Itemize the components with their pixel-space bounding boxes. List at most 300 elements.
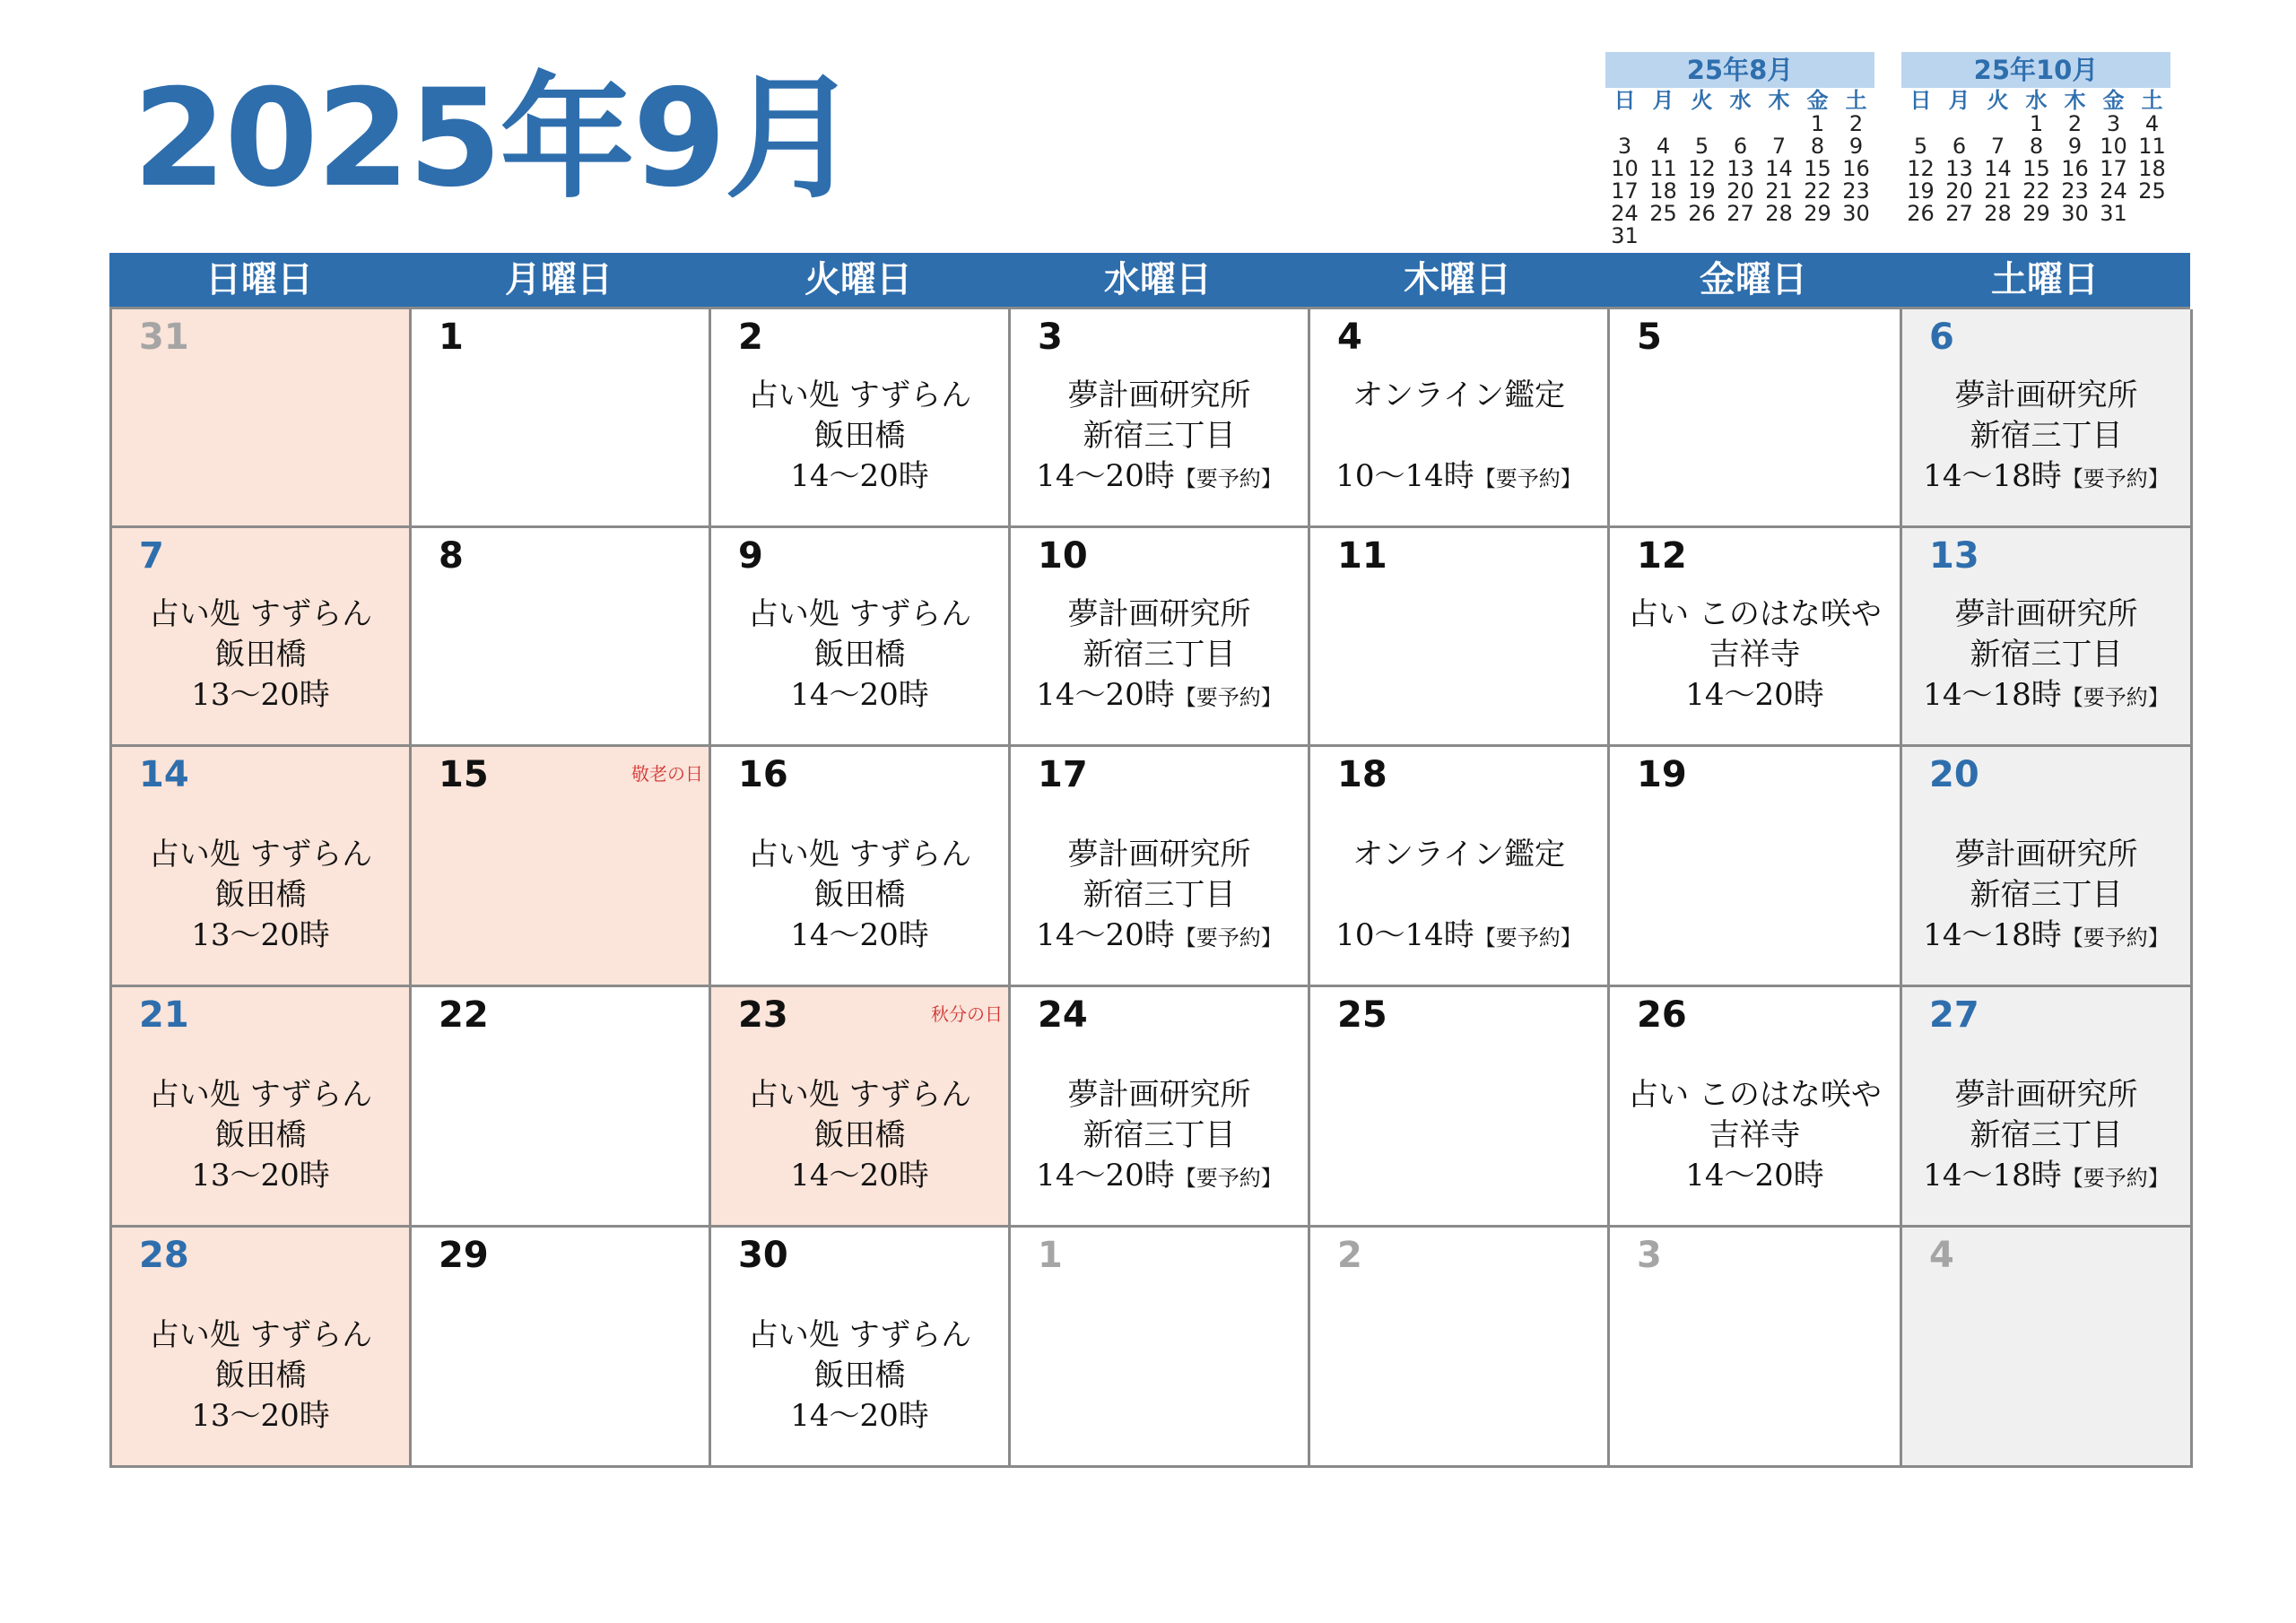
event-line: [711, 875, 1008, 916]
weekday-header: [109, 253, 2190, 307]
event-line: [1902, 456, 2190, 499]
mini-calendar-title: 25年10月: [1901, 52, 2170, 88]
mini-weekday: 月: [1652, 88, 1674, 113]
reservation-note: 【要予約】: [1474, 925, 1582, 950]
event-line: [1011, 835, 1308, 875]
event-text: 吉祥寺: [1709, 637, 1801, 673]
day-number: 30: [738, 1235, 788, 1276]
mini-day: 24: [1611, 201, 1639, 226]
day-number: 2: [738, 317, 763, 358]
event-line: [711, 376, 1008, 416]
day-cell[interactable]: [711, 987, 1011, 1228]
reservation-note: 【要予約】: [2061, 925, 2170, 950]
mini-weekday: 木: [2064, 88, 2086, 113]
day-cell[interactable]: [1011, 528, 1310, 747]
reservation-note: 【要予約】: [1174, 925, 1283, 950]
event-text: 新宿三丁目: [1970, 1117, 2123, 1153]
mini-day: [1940, 113, 1979, 135]
mini-day: 3: [2106, 111, 2121, 136]
day-cell[interactable]: [412, 747, 711, 987]
day-cell[interactable]: [1011, 987, 1310, 1228]
day-cell[interactable]: [1610, 987, 1902, 1228]
event-block: [711, 1075, 1008, 1196]
event-block: [711, 835, 1008, 956]
event-line: [1011, 1115, 1308, 1156]
day-cell[interactable]: [711, 528, 1011, 747]
event-line: [1902, 675, 2190, 718]
event-text: 13〜20時: [191, 917, 330, 953]
event-text: 14〜20時: [1685, 677, 1824, 713]
event-text: オンライン鑑定: [1352, 837, 1565, 872]
event-text: 飯田橋: [813, 1358, 906, 1393]
mini-day: 1: [2029, 111, 2044, 136]
event-line: [711, 1356, 1008, 1396]
event-block: [112, 835, 409, 956]
mini-day: 19: [1688, 178, 1716, 204]
event-text: 14〜20時: [1036, 458, 1175, 494]
event-block: [1011, 376, 1308, 499]
weekday-label: 水曜日: [1104, 259, 1212, 300]
mini-calendar-title: 25年8月: [1605, 52, 1874, 88]
event-text: 占い処 すずらん: [747, 837, 972, 872]
page-title: 2025年9月: [133, 61, 857, 217]
event-line: [112, 835, 409, 875]
mini-day: 22: [2022, 178, 2050, 204]
event-line: [711, 675, 1008, 716]
mini-day: [1644, 113, 1683, 135]
day-number: 19: [1637, 754, 1687, 795]
day-cell[interactable]: [711, 1228, 1011, 1468]
day-cell[interactable]: [412, 309, 711, 528]
event-line: [1902, 1156, 2190, 1199]
event-text: 夢計画研究所: [1954, 596, 2138, 632]
mini-day: [1683, 225, 1721, 247]
day-number: 13: [1929, 535, 1979, 577]
mini-day: 10: [1611, 156, 1639, 181]
mini-day: 8: [2029, 134, 2044, 159]
mini-day: 23: [2061, 178, 2089, 204]
mini-day: 4: [1656, 134, 1671, 159]
weekday-label: 金曜日: [1700, 259, 1807, 300]
mini-day: 30: [2061, 201, 2089, 226]
day-number: 4: [1337, 317, 1362, 358]
event-text: 占い処 すずらん: [148, 1317, 373, 1353]
day-cell[interactable]: [1310, 309, 1610, 528]
event-line: [1610, 1115, 1900, 1156]
mini-day: 25: [1649, 201, 1677, 226]
mini-day: [1721, 113, 1760, 135]
mini-weekday: 火: [1691, 88, 1713, 113]
event-line: [711, 635, 1008, 675]
mini-day: 20: [1945, 178, 1973, 204]
day-cell[interactable]: [412, 987, 711, 1228]
event-block: [1902, 376, 2190, 499]
mini-day: [1644, 225, 1683, 247]
event-text: 夢計画研究所: [1954, 1077, 2138, 1113]
mini-day: 18: [2138, 156, 2166, 181]
day-cell[interactable]: [112, 528, 412, 747]
event-text: 新宿三丁目: [1083, 637, 1236, 673]
day-number: 9: [738, 535, 763, 577]
day-cell[interactable]: [1310, 528, 1610, 747]
day-cell[interactable]: [1610, 528, 1902, 747]
mini-day: 28: [1765, 201, 1793, 226]
event-line: [1310, 416, 1607, 456]
mini-day: 7: [1771, 134, 1787, 159]
event-block: [1610, 1075, 1900, 1196]
event-line: [1011, 1075, 1308, 1115]
mini-weekday: 土: [2141, 88, 2163, 113]
day-cell[interactable]: [1902, 987, 2193, 1228]
event-line: [1610, 635, 1900, 675]
event-line: [711, 1075, 1008, 1115]
event-text: 飯田橋: [214, 877, 307, 913]
event-text: 飯田橋: [214, 637, 307, 673]
event-text: 14〜20時: [790, 917, 929, 953]
event-block: [1902, 595, 2190, 718]
mini-day: 4: [2144, 111, 2160, 136]
event-text: 夢計画研究所: [1067, 1077, 1251, 1113]
event-block: [1902, 835, 2190, 959]
event-text: 夢計画研究所: [1067, 837, 1251, 872]
event-text: 14〜20時: [1685, 1158, 1824, 1193]
event-text: 13〜20時: [191, 1398, 330, 1434]
mini-weekday: 火: [1987, 88, 2009, 113]
event-line: [1310, 835, 1607, 875]
day-cell[interactable]: [1902, 528, 2193, 747]
event-text: 14〜20時: [790, 1398, 929, 1434]
event-line: [112, 1396, 409, 1436]
mini-weekday: 日: [1613, 88, 1636, 113]
event-text: 14〜20時: [790, 458, 929, 494]
day-number: 1: [1038, 1235, 1063, 1276]
event-text: 占い処 すずらん: [747, 1317, 972, 1353]
mini-day: 20: [1726, 178, 1754, 204]
mini-day: 13: [1945, 156, 1973, 181]
mini-day: 31: [1611, 223, 1639, 248]
event-block: [711, 1315, 1008, 1436]
day-cell[interactable]: [1610, 1228, 1902, 1468]
day-cell[interactable]: [112, 1228, 412, 1468]
event-line: [1310, 916, 1607, 959]
event-line: [1310, 376, 1607, 416]
weekday-label: 火曜日: [804, 259, 912, 300]
mini-day: [1901, 113, 1940, 135]
event-text: 占い処 すずらん: [148, 596, 373, 632]
day-cell[interactable]: [1011, 1228, 1310, 1468]
mini-weekday: 木: [1768, 88, 1790, 113]
event-line: [1610, 595, 1900, 635]
day-number: 31: [139, 317, 189, 358]
weekday-label: 土曜日: [1991, 259, 2099, 300]
weekday-label: 月曜日: [505, 259, 613, 300]
day-number: 14: [139, 754, 189, 795]
mini-day: 9: [1848, 134, 1864, 159]
day-number: 10: [1038, 535, 1088, 577]
event-line: [112, 675, 409, 716]
event-text: 14〜20時: [1036, 1158, 1175, 1193]
day-cell[interactable]: [112, 309, 412, 528]
event-line: [1902, 916, 2190, 959]
mini-day: 6: [1952, 134, 1967, 159]
event-block: [1310, 835, 1607, 959]
event-text: 14〜18時: [1923, 1158, 2062, 1193]
mini-calendar-grid: [1901, 88, 2170, 225]
mini-day: 26: [1688, 201, 1716, 226]
mini-weekday: 土: [1845, 88, 1867, 113]
mini-day: [1605, 113, 1644, 135]
event-line: [711, 1115, 1008, 1156]
event-line: [112, 595, 409, 635]
day-cell[interactable]: [1610, 309, 1902, 528]
holiday-name: 敬老の日: [631, 763, 703, 785]
day-cell[interactable]: [1902, 747, 2193, 987]
event-text: 夢計画研究所: [1954, 837, 2138, 872]
event-text: 占い処 すずらん: [747, 1077, 972, 1113]
event-text: 10〜14時: [1335, 917, 1474, 953]
day-number: 5: [1637, 317, 1662, 358]
event-block: [1310, 376, 1607, 499]
day-number: 21: [139, 994, 189, 1036]
day-number: 15: [439, 754, 489, 795]
event-text: 吉祥寺: [1709, 1117, 1801, 1153]
mini-day: 13: [1726, 156, 1754, 181]
mini-day: 25: [2138, 178, 2166, 204]
event-text: 新宿三丁目: [1083, 1117, 1236, 1153]
mini-day: 14: [1765, 156, 1793, 181]
reservation-note: 【要予約】: [2061, 685, 2170, 710]
mini-calendar-grid: [1605, 88, 1874, 247]
mini-day: 15: [2022, 156, 2050, 181]
mini-day: 22: [1804, 178, 1831, 204]
mini-day: 6: [1733, 134, 1748, 159]
day-number: 26: [1637, 994, 1687, 1036]
day-number: 2: [1337, 1235, 1362, 1276]
day-cell[interactable]: [412, 1228, 711, 1468]
event-line: [1610, 1075, 1900, 1115]
day-number: 3: [1038, 317, 1063, 358]
mini-day: 19: [1907, 178, 1935, 204]
weekday-label: 木曜日: [1404, 259, 1511, 300]
event-line: [711, 416, 1008, 456]
weekday-label: 日曜日: [205, 259, 313, 300]
mini-day: [1683, 113, 1721, 135]
mini-day: 2: [2067, 111, 2083, 136]
mini-day: 10: [2100, 134, 2127, 159]
event-text: 飯田橋: [813, 1117, 906, 1153]
event-text: 10〜14時: [1335, 458, 1474, 494]
event-text: 新宿三丁目: [1083, 418, 1236, 454]
day-cell[interactable]: [1902, 309, 2193, 528]
day-number: 11: [1337, 535, 1387, 577]
mini-day: 26: [1907, 201, 1935, 226]
mini-calendar: [1901, 52, 2170, 225]
event-text: 新宿三丁目: [1970, 418, 2123, 454]
day-cell[interactable]: [412, 528, 711, 747]
event-line: [1310, 875, 1607, 916]
mini-day: 18: [1649, 178, 1677, 204]
day-number: 1: [439, 317, 464, 358]
reservation-note: 【要予約】: [1174, 1166, 1283, 1191]
mini-day: [1760, 113, 1798, 135]
event-line: [1610, 675, 1900, 716]
mini-day: 11: [1649, 156, 1677, 181]
mini-day: [1760, 225, 1798, 247]
event-text: 14〜18時: [1923, 917, 2062, 953]
day-cell[interactable]: [1610, 747, 1902, 987]
event-line: [112, 1075, 409, 1115]
event-block: [112, 595, 409, 716]
event-text: 飯田橋: [813, 877, 906, 913]
event-text: 飯田橋: [214, 1117, 307, 1153]
event-line: [1011, 675, 1308, 718]
event-line: [1011, 595, 1308, 635]
event-line: [1902, 416, 2190, 456]
mini-weekday: 水: [1729, 88, 1752, 113]
event-block: [1011, 595, 1308, 718]
month-calendar: [109, 253, 2190, 1468]
event-line: [112, 1315, 409, 1356]
event-text: 夢計画研究所: [1067, 378, 1251, 413]
day-number: 23: [738, 994, 788, 1036]
event-line: [112, 635, 409, 675]
mini-day: 3: [1617, 134, 1632, 159]
day-cell[interactable]: [1011, 309, 1310, 528]
mini-day: 12: [1688, 156, 1716, 181]
event-line: [711, 1156, 1008, 1196]
event-line: [711, 1315, 1008, 1356]
event-line: [1011, 456, 1308, 499]
mini-weekday: 水: [2025, 88, 2048, 113]
event-line: [711, 595, 1008, 635]
mini-weekday: 日: [1909, 88, 1932, 113]
reservation-note: 【要予約】: [2061, 466, 2170, 491]
event-text: 夢計画研究所: [1067, 596, 1251, 632]
event-line: [1902, 635, 2190, 675]
event-line: [112, 1156, 409, 1196]
event-line: [1902, 1115, 2190, 1156]
event-text: 占い処 すずらん: [747, 596, 972, 632]
day-number: 20: [1929, 754, 1979, 795]
event-line: [711, 916, 1008, 956]
mini-day: 14: [1984, 156, 2012, 181]
mini-day: 17: [1611, 178, 1639, 204]
event-text: 占い処 すずらん: [148, 837, 373, 872]
event-line: [1011, 1156, 1308, 1199]
mini-day: 27: [1945, 201, 1973, 226]
mini-day: 1: [1810, 111, 1825, 136]
day-number: 8: [439, 535, 464, 577]
mini-calendar: [1605, 52, 1874, 247]
mini-day: 27: [1726, 201, 1754, 226]
mini-weekday: 月: [1948, 88, 1970, 113]
event-text: 新宿三丁目: [1970, 877, 2123, 913]
mini-day: 16: [2061, 156, 2089, 181]
day-cell[interactable]: [1310, 1228, 1610, 1468]
mini-day: 7: [1990, 134, 2005, 159]
event-line: [1902, 835, 2190, 875]
day-number: 7: [139, 535, 164, 577]
event-line: [1011, 635, 1308, 675]
day-cell[interactable]: [1310, 987, 1610, 1228]
event-line: [1902, 595, 2190, 635]
day-cell[interactable]: [112, 987, 412, 1228]
event-line: [1011, 875, 1308, 916]
day-number: 27: [1929, 994, 1979, 1036]
day-number: 16: [738, 754, 788, 795]
event-block: [1610, 595, 1900, 716]
mini-day: [1837, 225, 1875, 247]
event-text: 新宿三丁目: [1083, 877, 1236, 913]
mini-day: 15: [1804, 156, 1831, 181]
day-number: 24: [1038, 994, 1088, 1036]
mini-day: 29: [2022, 201, 2050, 226]
mini-weekday: 金: [2102, 88, 2125, 113]
event-text: 14〜18時: [1923, 458, 2062, 494]
event-line: [1610, 1156, 1900, 1196]
event-line: [1011, 916, 1308, 959]
day-cell[interactable]: [1310, 747, 1610, 987]
day-number: 22: [439, 994, 489, 1036]
mini-day: [1798, 225, 1837, 247]
day-cell[interactable]: [711, 747, 1011, 987]
mini-day: 16: [1842, 156, 1870, 181]
event-text: 14〜20時: [790, 1158, 929, 1193]
mini-day: 9: [2067, 134, 2083, 159]
mini-day: 12: [1907, 156, 1935, 181]
mini-day: 29: [1804, 201, 1831, 226]
day-number: 17: [1038, 754, 1088, 795]
day-number: 25: [1337, 994, 1387, 1036]
mini-weekday: 金: [1806, 88, 1829, 113]
event-line: [1310, 456, 1607, 499]
event-block: [711, 376, 1008, 497]
event-text: 占い このはな咲や: [1628, 596, 1882, 632]
reservation-note: 【要予約】: [2061, 1166, 2170, 1191]
mini-day: 17: [2100, 156, 2127, 181]
mini-day: 8: [1810, 134, 1825, 159]
day-cell[interactable]: [711, 309, 1011, 528]
calendar-grid: [109, 307, 2190, 1468]
day-cell[interactable]: [1902, 1228, 2193, 1468]
mini-day: [1721, 225, 1760, 247]
mini-day: 28: [1984, 201, 2012, 226]
event-text: 飯田橋: [214, 1358, 307, 1393]
event-text: オンライン鑑定: [1352, 378, 1565, 413]
mini-day: [1979, 113, 2017, 135]
event-text: 14〜20時: [1036, 917, 1175, 953]
event-text: 飯田橋: [813, 637, 906, 673]
day-cell[interactable]: [112, 747, 412, 987]
event-line: [112, 1115, 409, 1156]
event-line: [711, 835, 1008, 875]
event-text: 14〜20時: [790, 677, 929, 713]
event-line: [112, 875, 409, 916]
event-line: [1902, 875, 2190, 916]
event-text: 13〜20時: [191, 1158, 330, 1193]
event-line: [711, 456, 1008, 497]
reservation-note: 【要予約】: [1174, 685, 1283, 710]
reservation-note: 【要予約】: [1174, 466, 1283, 491]
day-number: 12: [1637, 535, 1687, 577]
event-block: [1902, 1075, 2190, 1199]
event-text: 14〜20時: [1036, 677, 1175, 713]
event-block: [711, 595, 1008, 716]
day-cell[interactable]: [1011, 747, 1310, 987]
event-line: [1011, 416, 1308, 456]
event-text: 夢計画研究所: [1954, 378, 2138, 413]
mini-day: 30: [1842, 201, 1870, 226]
